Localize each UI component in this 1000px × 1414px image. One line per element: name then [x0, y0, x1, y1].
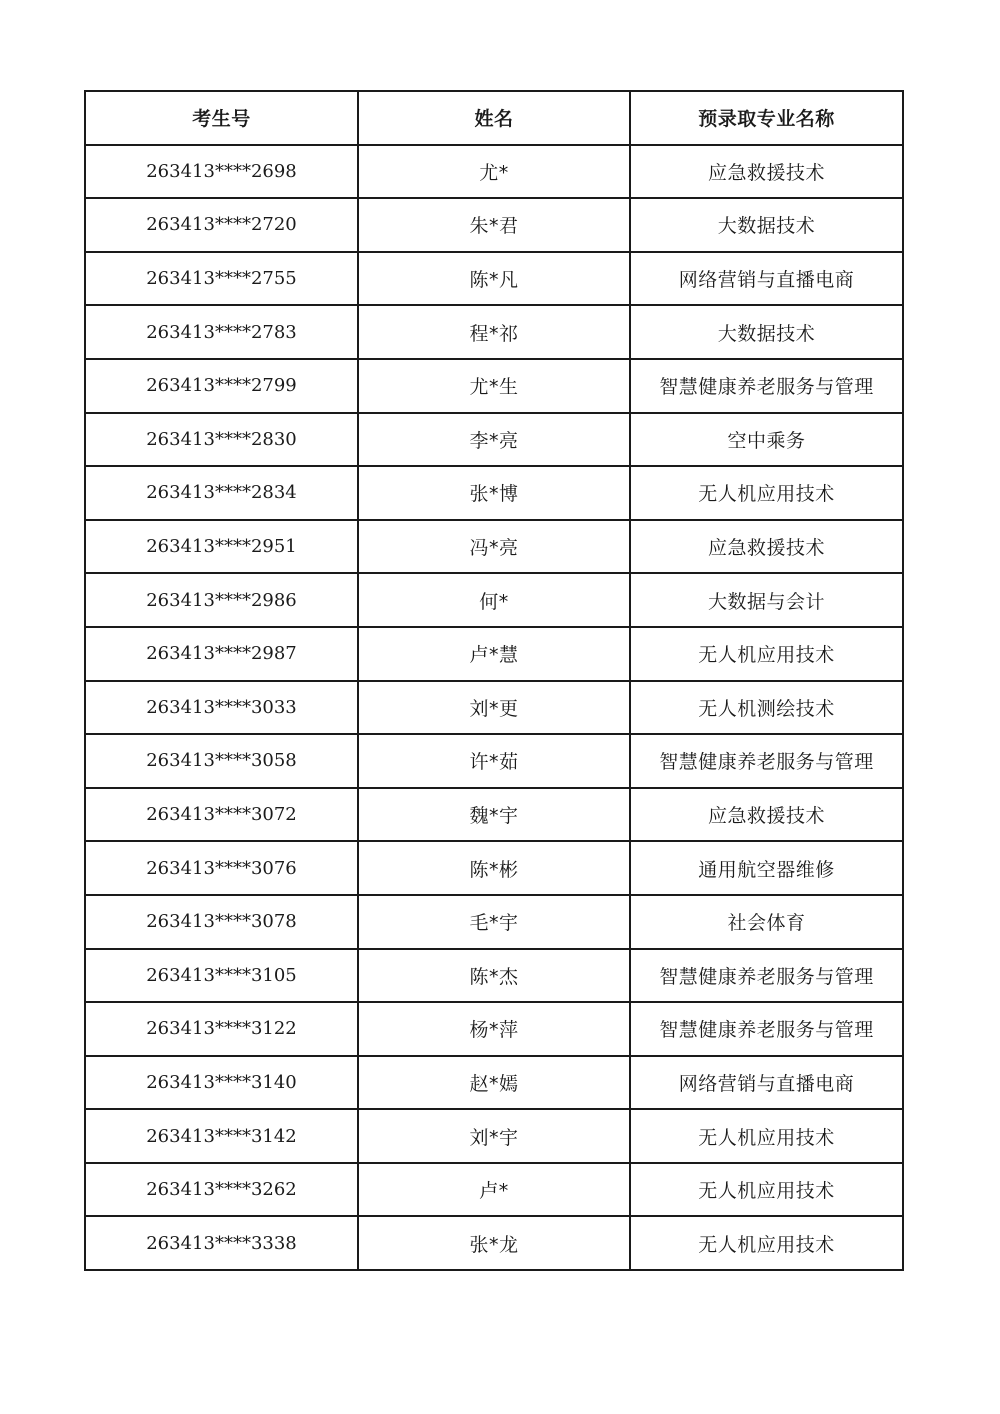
cell-exam-number: 263413****3338: [85, 1216, 358, 1270]
cell-major: 大数据技术: [630, 305, 903, 359]
cell-name: 魏*宇: [358, 788, 630, 842]
cell-name: 刘*更: [358, 681, 630, 735]
cell-name: 张*博: [358, 466, 630, 520]
cell-name: 陈*彬: [358, 841, 630, 895]
cell-exam-number: 263413****3078: [85, 895, 358, 949]
table-body: [85, 145, 903, 1270]
cell-name: 杨*萍: [358, 1002, 630, 1056]
cell-name: 许*茹: [358, 734, 630, 788]
cell-major: 应急救援技术: [630, 520, 903, 574]
table-row: [85, 413, 903, 467]
cell-exam-number: 263413****3142: [85, 1109, 358, 1163]
cell-name: 程*祁: [358, 305, 630, 359]
cell-name: 毛*宇: [358, 895, 630, 949]
cell-major: 大数据与会计: [630, 573, 903, 627]
cell-major: 智慧健康养老服务与管理: [630, 1002, 903, 1056]
cell-exam-number: 263413****2799: [85, 359, 358, 413]
cell-name: 陈*凡: [358, 252, 630, 306]
cell-name: 刘*宇: [358, 1109, 630, 1163]
table-row: [85, 305, 903, 359]
cell-major: 空中乘务: [630, 413, 903, 467]
cell-exam-number: 263413****2783: [85, 305, 358, 359]
table-row: [85, 145, 903, 199]
cell-exam-number: 263413****3072: [85, 788, 358, 842]
table-row: [85, 252, 903, 306]
cell-major: 无人机应用技术: [630, 466, 903, 520]
cell-major: 智慧健康养老服务与管理: [630, 949, 903, 1003]
table-row: [85, 1216, 903, 1270]
cell-exam-number: 263413****3105: [85, 949, 358, 1003]
cell-exam-number: 263413****3122: [85, 1002, 358, 1056]
cell-name: 陈*杰: [358, 949, 630, 1003]
cell-major: 智慧健康养老服务与管理: [630, 359, 903, 413]
cell-major: 应急救援技术: [630, 788, 903, 842]
admission-table: [84, 90, 904, 1271]
cell-major: 智慧健康养老服务与管理: [630, 734, 903, 788]
cell-name: 张*龙: [358, 1216, 630, 1270]
header-name: 姓名: [358, 91, 630, 145]
table-row: [85, 734, 903, 788]
cell-name: 何*: [358, 573, 630, 627]
cell-name: 卢*: [358, 1163, 630, 1217]
table-row: [85, 466, 903, 520]
cell-exam-number: 263413****3140: [85, 1056, 358, 1110]
cell-major: 无人机应用技术: [630, 1216, 903, 1270]
cell-major: 无人机测绘技术: [630, 681, 903, 735]
cell-name: 卢*慧: [358, 627, 630, 681]
cell-exam-number: 263413****2986: [85, 573, 358, 627]
cell-name: 冯*亮: [358, 520, 630, 574]
cell-exam-number: 263413****2755: [85, 252, 358, 306]
table-row: [85, 1163, 903, 1217]
cell-exam-number: 263413****2834: [85, 466, 358, 520]
cell-exam-number: 263413****2951: [85, 520, 358, 574]
table-row: [85, 788, 903, 842]
cell-exam-number: 263413****3262: [85, 1163, 358, 1217]
header-major: 预录取专业名称: [630, 91, 903, 145]
cell-exam-number: 263413****3033: [85, 681, 358, 735]
cell-name: 朱*君: [358, 198, 630, 252]
cell-exam-number: 263413****2698: [85, 145, 358, 199]
table-header-row: [85, 91, 903, 145]
cell-major: 网络营销与直播电商: [630, 252, 903, 306]
table-row: [85, 949, 903, 1003]
table-row: [85, 520, 903, 574]
cell-major: 网络营销与直播电商: [630, 1056, 903, 1110]
cell-major: 通用航空器维修: [630, 841, 903, 895]
cell-major: 应急救援技术: [630, 145, 903, 199]
cell-exam-number: 263413****2720: [85, 198, 358, 252]
cell-exam-number: 263413****2830: [85, 413, 358, 467]
cell-name: 尤*生: [358, 359, 630, 413]
table-row: [85, 359, 903, 413]
table-row: [85, 573, 903, 627]
cell-major: 无人机应用技术: [630, 1163, 903, 1217]
table-row: [85, 895, 903, 949]
cell-name: 尤*: [358, 145, 630, 199]
cell-major: 大数据技术: [630, 198, 903, 252]
table-row: [85, 1056, 903, 1110]
table-row: [85, 1002, 903, 1056]
cell-exam-number: 263413****3076: [85, 841, 358, 895]
table-row: [85, 627, 903, 681]
cell-exam-number: 263413****3058: [85, 734, 358, 788]
header-exam-number: 考生号: [85, 91, 358, 145]
cell-name: 李*亮: [358, 413, 630, 467]
cell-name: 赵*嫣: [358, 1056, 630, 1110]
cell-major: 社会体育: [630, 895, 903, 949]
table-row: [85, 198, 903, 252]
table-row: [85, 1109, 903, 1163]
table-row: [85, 841, 903, 895]
cell-major: 无人机应用技术: [630, 627, 903, 681]
cell-exam-number: 263413****2987: [85, 627, 358, 681]
table-row: [85, 681, 903, 735]
cell-major: 无人机应用技术: [630, 1109, 903, 1163]
